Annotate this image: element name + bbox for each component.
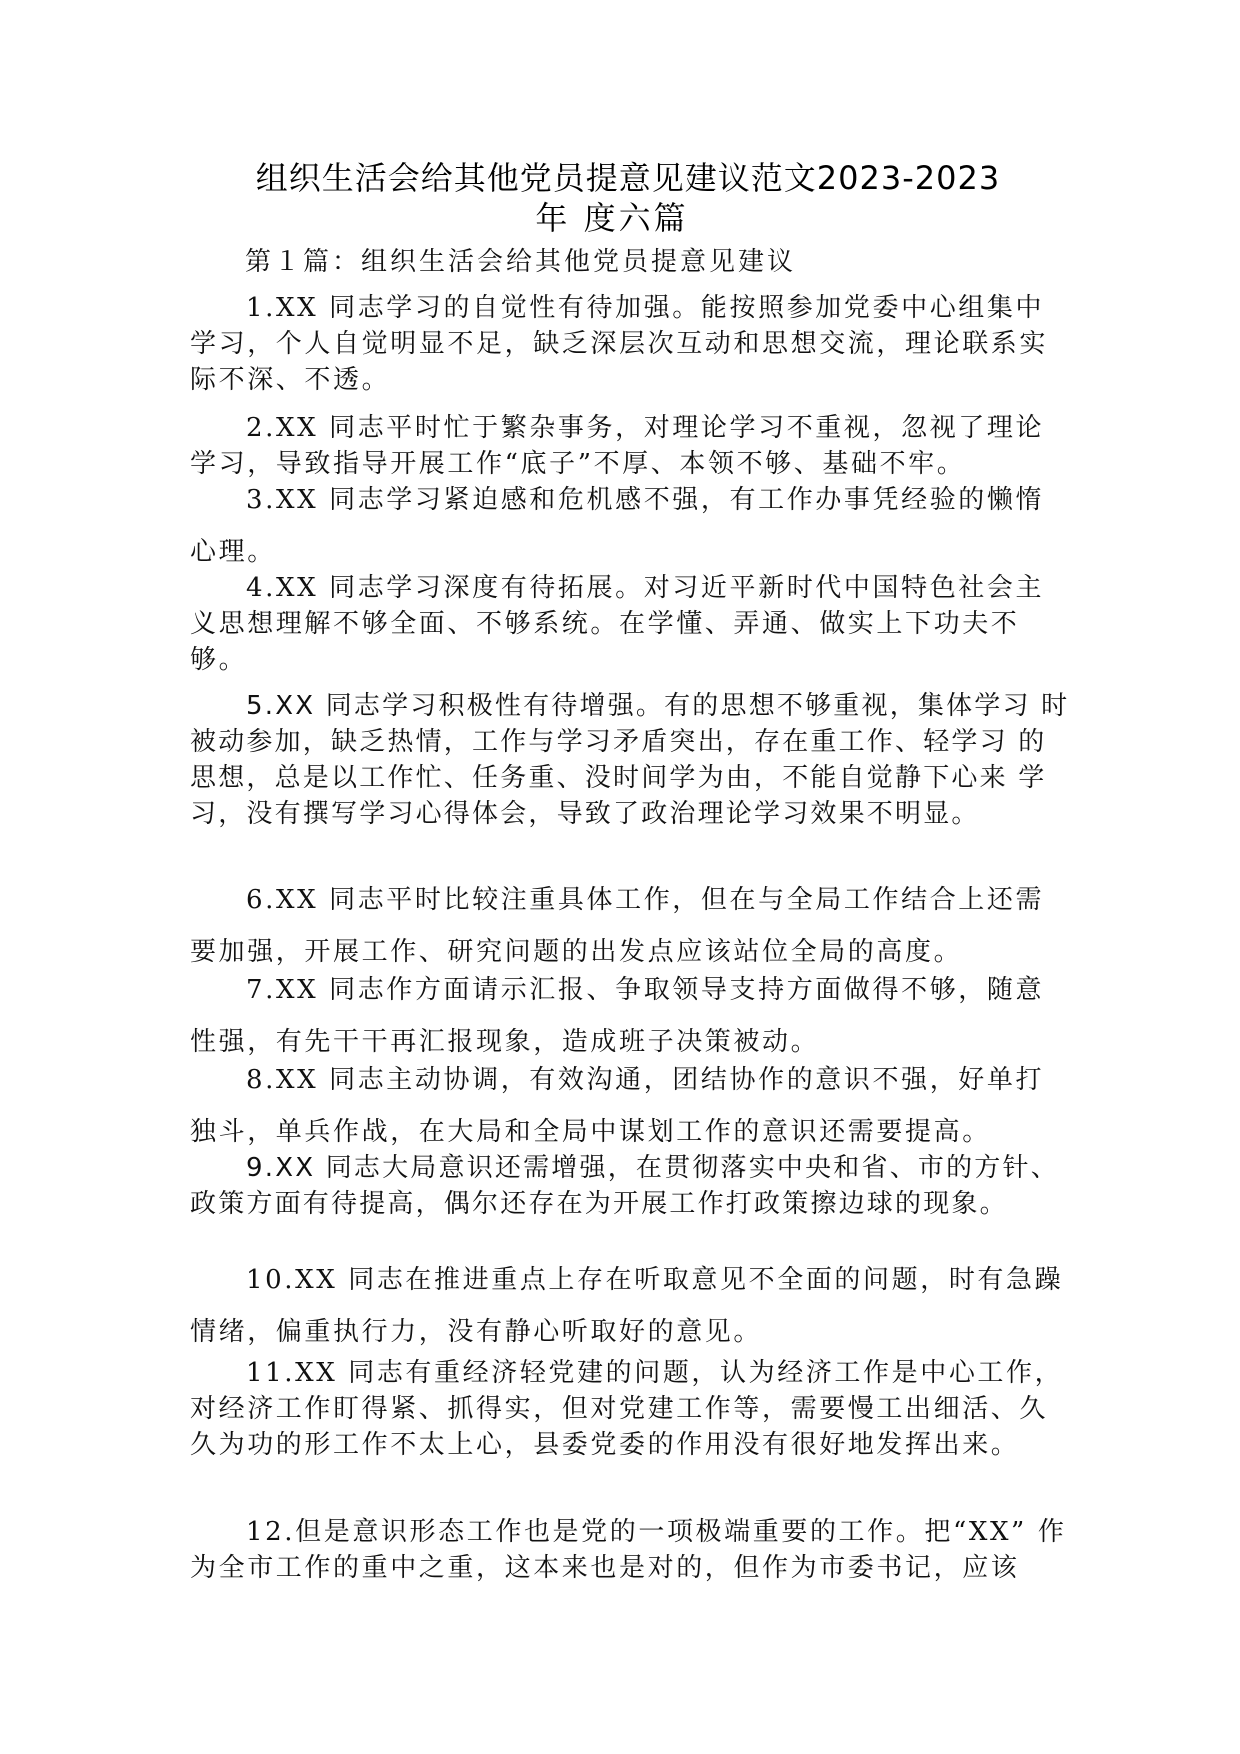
paragraph-item-7: 7.XX 同志作方面请示汇报、争取领导支持方面做得不够，随意性强，有先干干再汇报现象，造成班子决策被动。 — [190, 975, 1045, 1057]
paragraph-item-12: 12.但是意识形态工作也是党的一项极端重要的工作。把“XX” 作为全市工作的重中之重，这本来也是对的，但作为市委书记，应该 — [190, 1517, 1067, 1583]
document-title-line-1: 组织生活会给其他党员提意见建议范文2023-2023 — [255, 159, 1001, 197]
paragraph-item-4: 4.XX 同志学习深度有待拓展。对习近平新时代中国特色社会主 义思想理解不够全面、不够系统。在学懂、弄通、做实上下功夫不够。 — [190, 573, 1045, 675]
paragraph-item-5: 5.XX 同志学习积极性有待增强。有的思想不够重视，集体学习 时被动参加，缺乏热情，工作与学习矛盾突出，存在重工作、轻学习 的思想，总是以工作忙、任务重、没时间学为由，不能自觉静下心来 学习，没有撰写学习心得体会，导致了政治理论学习效果不明显。 — [190, 691, 1070, 829]
paragraph-item-1: 1.XX 同志学习的自觉性有待加强。能按照参加党委中心组集中学习，个人自觉明显不足，缺乏深层次互动和思想交流，理论联系实 际不深、不透。 — [190, 293, 1049, 395]
paragraph-item-6: 6.XX 同志平时比较注重具体工作，但在与全局工作结合上还需要加强，开展工作、研究问题的出发点应该站位全局的高度。 — [190, 885, 1045, 967]
paragraph-item-10: 10.XX 同志在推进重点上存在听取意见不全面的问题，时有急躁情绪，偏重执行力，没有静心听取好的意见。 — [190, 1265, 1064, 1347]
paragraph-item-3: 3.XX 同志学习紧迫感和危机感不强，有工作办事凭经验的懒惰心理。 — [190, 485, 1045, 567]
paragraph-item-11: 11.XX 同志有重经济轻党建的问题，认为经济工作是中心工作， 对经济工作盯得紧、抓得实，但对党建工作等，需要慢工出细活、久 久为功的形工作不太上心，县委党委的作用没有很好地发挥出来。 — [190, 1358, 1064, 1460]
paragraph-item-9: 9.XX 同志大局意识还需增强，在贯彻落实中央和省、市的方针、 政策方面有待提高，偶尔还存在为开展工作打政策擦边球的现象。 — [190, 1153, 1059, 1219]
section-heading: 第１篇：组织生活会给其他党员提意见建议 — [245, 247, 797, 277]
paragraph-item-2: 2.XX 同志平时忙于繁杂事务，对理论学习不重视，忽视了理论 学习，导致指导开展工作“底子”不厚、本领不够、基础不牢。 — [190, 413, 1045, 479]
paragraph-item-8: 8.XX 同志主动协调，有效沟通，团结协作的意识不强，好单打独斗，单兵作战，在大局和全局中谋划工作的意识还需要提高。 — [190, 1065, 1045, 1147]
document-title-line-2: 年 度六篇 — [535, 199, 689, 237]
